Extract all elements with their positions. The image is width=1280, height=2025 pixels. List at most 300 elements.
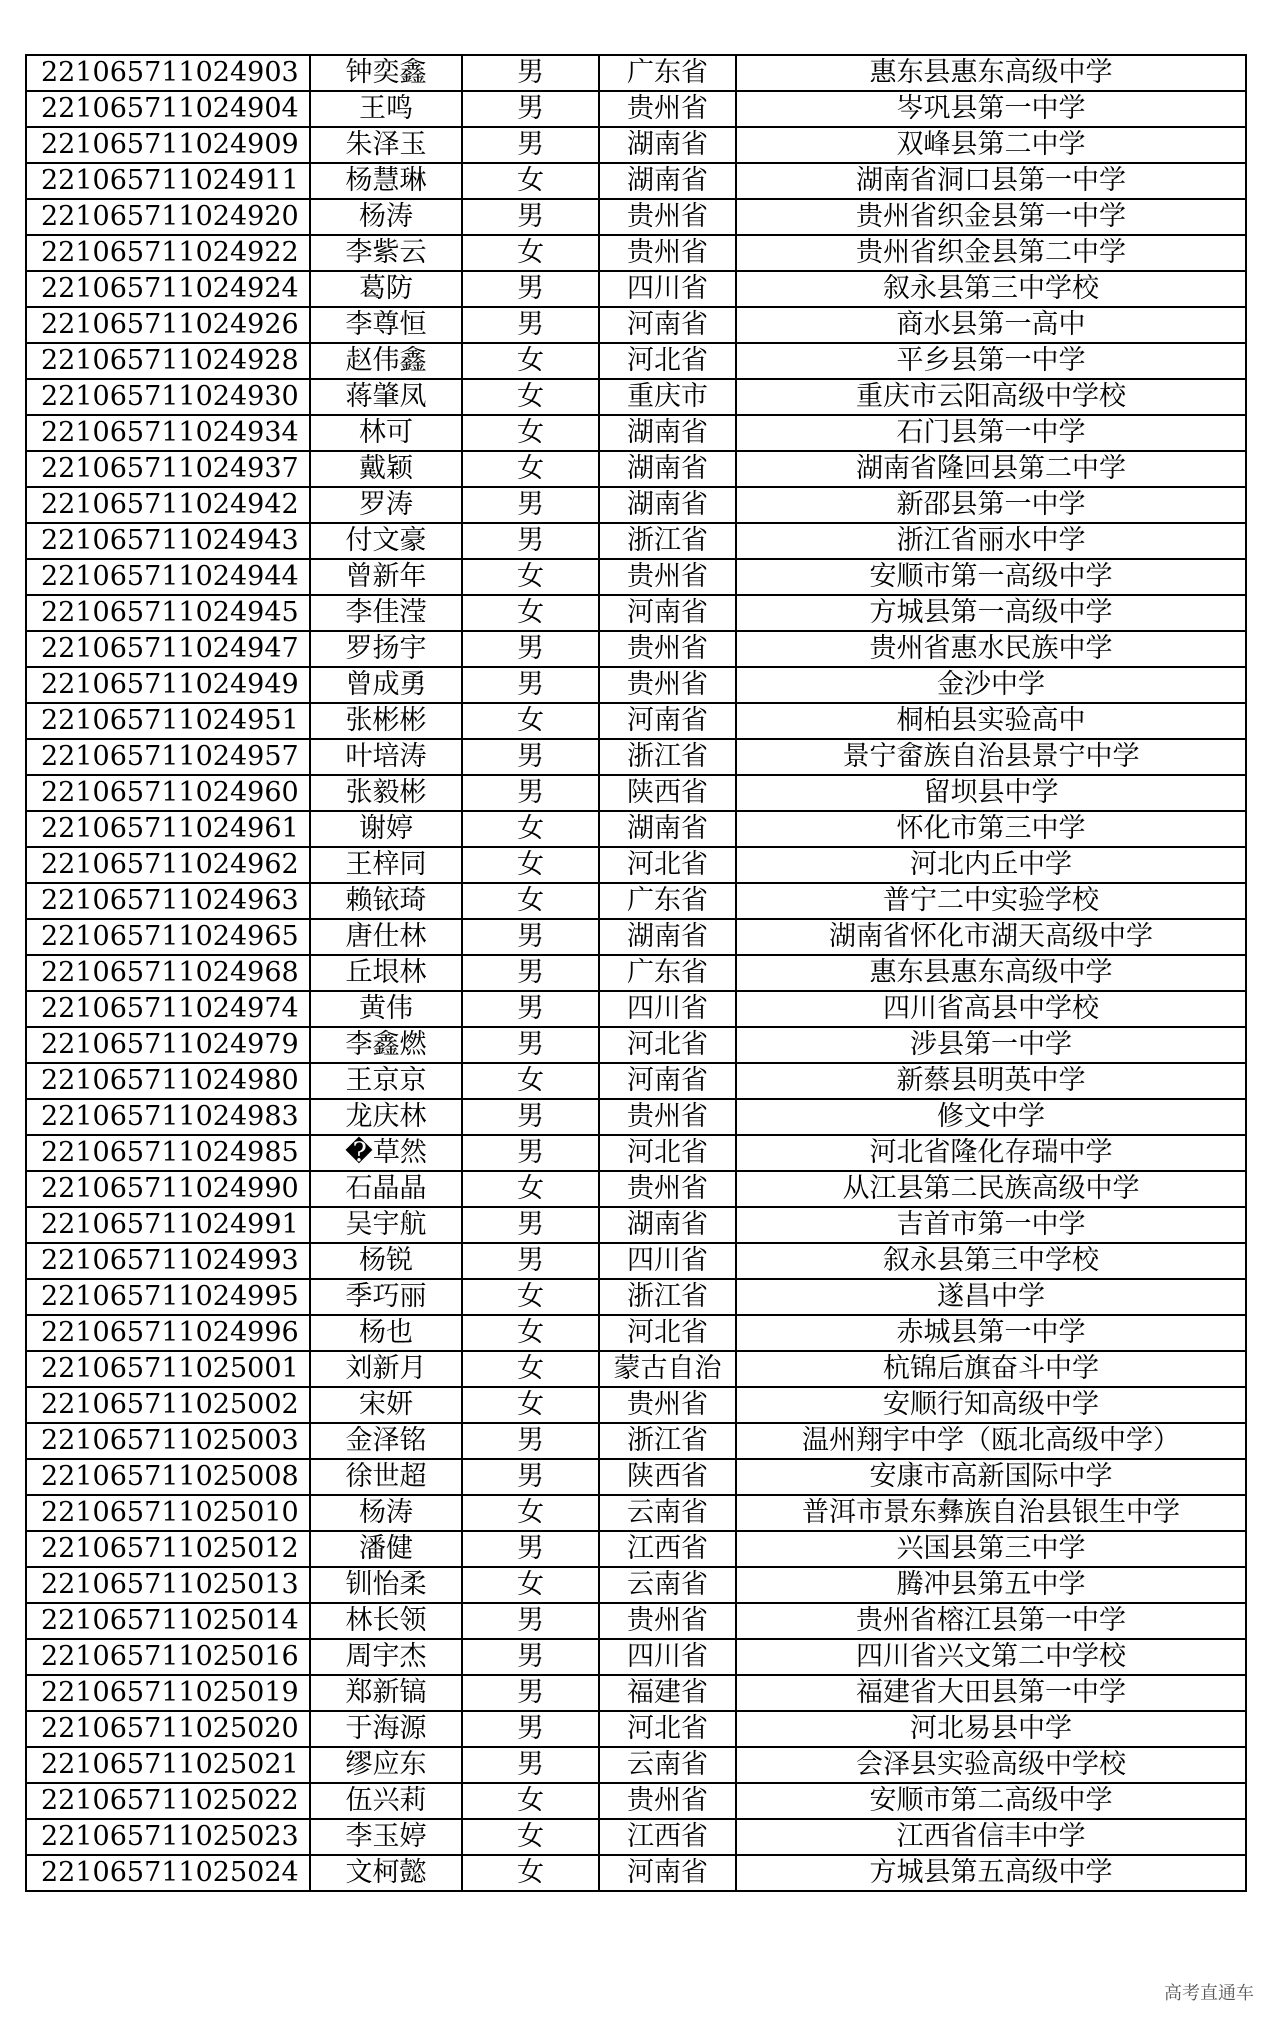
gender-cell: 女 [462, 703, 599, 739]
table-row [26, 271, 1246, 307]
school-cell: 新蔡县明英中学 [736, 1063, 1246, 1099]
school-cell: 惠东县惠东高级中学 [736, 55, 1246, 91]
school-cell: 从江县第二民族高级中学 [736, 1171, 1246, 1207]
school-cell: 河北易县中学 [736, 1711, 1246, 1747]
table-row [26, 1423, 1246, 1459]
province-cell: 河南省 [599, 1855, 736, 1891]
name-cell: 王京京 [310, 1063, 462, 1099]
school-cell: 方城县第五高级中学 [736, 1855, 1246, 1891]
province-cell: 广东省 [599, 55, 736, 91]
province-cell: 湖南省 [599, 1207, 736, 1243]
gender-cell: 男 [462, 955, 599, 991]
school-cell: 平乡县第一中学 [736, 343, 1246, 379]
candidate-id-cell: 221065711025010 [26, 1495, 310, 1531]
table-row [26, 451, 1246, 487]
name-cell: 钏怡柔 [310, 1567, 462, 1603]
province-cell: 湖南省 [599, 415, 736, 451]
table-row [26, 883, 1246, 919]
name-cell: 李佳滢 [310, 595, 462, 631]
candidate-id-cell: 221065711024960 [26, 775, 310, 811]
school-cell: 四川省兴文第二中学校 [736, 1639, 1246, 1675]
name-cell: 徐世超 [310, 1459, 462, 1495]
name-cell: 缪应东 [310, 1747, 462, 1783]
candidate-id-cell: 221065711024930 [26, 379, 310, 415]
name-cell: 王鸣 [310, 91, 462, 127]
school-cell: 贵州省榕江县第一中学 [736, 1603, 1246, 1639]
province-cell: 湖南省 [599, 811, 736, 847]
table-row [26, 379, 1246, 415]
province-cell: 广东省 [599, 883, 736, 919]
gender-cell: 女 [462, 235, 599, 271]
school-cell: 商水县第一高中 [736, 307, 1246, 343]
candidate-id-cell: 221065711024974 [26, 991, 310, 1027]
table-row [26, 1747, 1246, 1783]
province-cell: 贵州省 [599, 235, 736, 271]
table-row [26, 91, 1246, 127]
table-row [26, 1603, 1246, 1639]
candidate-id-cell: 221065711024957 [26, 739, 310, 775]
candidate-id-cell: 221065711024909 [26, 127, 310, 163]
gender-cell: 男 [462, 307, 599, 343]
table-row [26, 163, 1246, 199]
watermark-text: 高考直通车 [1164, 1983, 1254, 2004]
candidate-id-cell: 221065711025002 [26, 1387, 310, 1423]
name-cell: 王梓同 [310, 847, 462, 883]
table-row [26, 1639, 1246, 1675]
candidate-id-cell: 221065711025003 [26, 1423, 310, 1459]
province-cell: 湖南省 [599, 487, 736, 523]
province-cell: 四川省 [599, 991, 736, 1027]
gender-cell: 女 [462, 1567, 599, 1603]
province-cell: 陕西省 [599, 1459, 736, 1495]
name-cell: 杨慧琳 [310, 163, 462, 199]
province-cell: 浙江省 [599, 1423, 736, 1459]
gender-cell: 女 [462, 379, 599, 415]
name-cell: 李紫云 [310, 235, 462, 271]
province-cell: 河北省 [599, 847, 736, 883]
province-cell: 贵州省 [599, 1387, 736, 1423]
province-cell: 河南省 [599, 1063, 736, 1099]
gender-cell: 男 [462, 487, 599, 523]
gender-cell: 女 [462, 1495, 599, 1531]
table-row [26, 595, 1246, 631]
school-cell: 双峰县第二中学 [736, 127, 1246, 163]
table-row [26, 1243, 1246, 1279]
name-cell: 唐仕林 [310, 919, 462, 955]
candidate-id-cell: 221065711024962 [26, 847, 310, 883]
table-row [26, 1675, 1246, 1711]
table-row [26, 343, 1246, 379]
province-cell: 河北省 [599, 343, 736, 379]
gender-cell: 女 [462, 415, 599, 451]
name-cell: 周宇杰 [310, 1639, 462, 1675]
gender-cell: 女 [462, 1819, 599, 1855]
name-cell: 李玉婷 [310, 1819, 462, 1855]
gender-cell: 女 [462, 595, 599, 631]
school-cell: 重庆市云阳高级中学校 [736, 379, 1246, 415]
name-cell: 杨涛 [310, 199, 462, 235]
table-row [26, 1063, 1246, 1099]
gender-cell: 男 [462, 775, 599, 811]
school-cell: 留坝县中学 [736, 775, 1246, 811]
admission-list-table [25, 54, 1247, 1892]
school-cell: 湖南省洞口县第一中学 [736, 163, 1246, 199]
candidate-id-cell: 221065711024924 [26, 271, 310, 307]
province-cell: 贵州省 [599, 1603, 736, 1639]
province-cell: 贵州省 [599, 1783, 736, 1819]
province-cell: 河北省 [599, 1711, 736, 1747]
candidate-id-cell: 221065711025020 [26, 1711, 310, 1747]
school-cell: 安顺市第二高级中学 [736, 1783, 1246, 1819]
table-row [26, 559, 1246, 595]
table-row [26, 631, 1246, 667]
table-row [26, 1855, 1246, 1891]
name-cell: 赵伟鑫 [310, 343, 462, 379]
gender-cell: 男 [462, 199, 599, 235]
gender-cell: 男 [462, 1747, 599, 1783]
name-cell: 叶培涛 [310, 739, 462, 775]
province-cell: 河北省 [599, 1315, 736, 1351]
name-cell: 钟奕鑫 [310, 55, 462, 91]
province-cell: 河南省 [599, 595, 736, 631]
province-cell: 四川省 [599, 1639, 736, 1675]
school-cell: 石门县第一中学 [736, 415, 1246, 451]
school-cell: 遂昌中学 [736, 1279, 1246, 1315]
candidate-id-cell: 221065711025021 [26, 1747, 310, 1783]
name-cell: 林长领 [310, 1603, 462, 1639]
gender-cell: 女 [462, 883, 599, 919]
province-cell: 福建省 [599, 1675, 736, 1711]
name-cell: 李尊恒 [310, 307, 462, 343]
gender-cell: 男 [462, 523, 599, 559]
school-cell: 叙永县第三中学校 [736, 1243, 1246, 1279]
school-cell: 新邵县第一中学 [736, 487, 1246, 523]
gender-cell: 男 [462, 1243, 599, 1279]
province-cell: 江西省 [599, 1819, 736, 1855]
province-cell: 江西省 [599, 1531, 736, 1567]
name-cell: 郑新镐 [310, 1675, 462, 1711]
table-row [26, 307, 1246, 343]
province-cell: 湖南省 [599, 163, 736, 199]
table-row [26, 847, 1246, 883]
province-cell: 云南省 [599, 1495, 736, 1531]
gender-cell: 男 [462, 1423, 599, 1459]
candidate-id-cell: 221065711025013 [26, 1567, 310, 1603]
candidate-id-cell: 221065711025022 [26, 1783, 310, 1819]
school-cell: 惠东县惠东高级中学 [736, 955, 1246, 991]
name-cell: 吴宇航 [310, 1207, 462, 1243]
candidate-id-cell: 221065711024985 [26, 1135, 310, 1171]
candidate-id-cell: 221065711025023 [26, 1819, 310, 1855]
school-cell: 景宁畲族自治县景宁中学 [736, 739, 1246, 775]
gender-cell: 女 [462, 1351, 599, 1387]
table-row [26, 487, 1246, 523]
name-cell: 张彬彬 [310, 703, 462, 739]
name-cell: 丘垠林 [310, 955, 462, 991]
table-row [26, 1459, 1246, 1495]
gender-cell: 女 [462, 847, 599, 883]
school-cell: 金沙中学 [736, 667, 1246, 703]
table-row [26, 55, 1246, 91]
gender-cell: 男 [462, 127, 599, 163]
gender-cell: 男 [462, 91, 599, 127]
province-cell: 河北省 [599, 1135, 736, 1171]
gender-cell: 女 [462, 1315, 599, 1351]
gender-cell: 男 [462, 1531, 599, 1567]
table-row [26, 415, 1246, 451]
name-cell: 曾新年 [310, 559, 462, 595]
province-cell: 云南省 [599, 1747, 736, 1783]
gender-cell: 女 [462, 343, 599, 379]
candidate-id-cell: 221065711024928 [26, 343, 310, 379]
table-row [26, 1315, 1246, 1351]
candidate-id-cell: 221065711024943 [26, 523, 310, 559]
gender-cell: 男 [462, 1603, 599, 1639]
school-cell: 贵州省惠水民族中学 [736, 631, 1246, 667]
province-cell: 河北省 [599, 1027, 736, 1063]
name-cell: 金泽铭 [310, 1423, 462, 1459]
candidate-id-cell: 221065711024983 [26, 1099, 310, 1135]
school-cell: 吉首市第一中学 [736, 1207, 1246, 1243]
candidate-id-cell: 221065711024979 [26, 1027, 310, 1063]
school-cell: 四川省高县中学校 [736, 991, 1246, 1027]
table-row [26, 1567, 1246, 1603]
province-cell: 四川省 [599, 271, 736, 307]
province-cell: 蒙古自治 [599, 1351, 736, 1387]
table-row [26, 1279, 1246, 1315]
gender-cell: 女 [462, 559, 599, 595]
candidate-id-cell: 221065711024926 [26, 307, 310, 343]
name-cell: 朱泽玉 [310, 127, 462, 163]
province-cell: 贵州省 [599, 1171, 736, 1207]
province-cell: 贵州省 [599, 559, 736, 595]
candidate-id-cell: 221065711024968 [26, 955, 310, 991]
school-cell: 方城县第一高级中学 [736, 595, 1246, 631]
province-cell: 云南省 [599, 1567, 736, 1603]
gender-cell: 女 [462, 1063, 599, 1099]
province-cell: 湖南省 [599, 127, 736, 163]
school-cell: 桐柏县实验高中 [736, 703, 1246, 739]
table-row [26, 775, 1246, 811]
table-row [26, 991, 1246, 1027]
table-row [26, 1531, 1246, 1567]
name-cell: 李鑫燃 [310, 1027, 462, 1063]
school-cell: 贵州省织金县第二中学 [736, 235, 1246, 271]
name-cell: 潘健 [310, 1531, 462, 1567]
candidate-id-cell: 221065711024951 [26, 703, 310, 739]
table-row [26, 1351, 1246, 1387]
gender-cell: 男 [462, 55, 599, 91]
table-row [26, 1387, 1246, 1423]
school-cell: 叙永县第三中学校 [736, 271, 1246, 307]
name-cell: 宋妍 [310, 1387, 462, 1423]
candidate-id-cell: 221065711024980 [26, 1063, 310, 1099]
province-cell: 浙江省 [599, 1279, 736, 1315]
table-row [26, 919, 1246, 955]
table-row [26, 199, 1246, 235]
name-cell: 季巧丽 [310, 1279, 462, 1315]
school-cell: 福建省大田县第一中学 [736, 1675, 1246, 1711]
school-cell: 安顺行知高级中学 [736, 1387, 1246, 1423]
province-cell: 贵州省 [599, 91, 736, 127]
table-row [26, 1207, 1246, 1243]
province-cell: 贵州省 [599, 667, 736, 703]
school-cell: 杭锦后旗奋斗中学 [736, 1351, 1246, 1387]
gender-cell: 男 [462, 271, 599, 307]
candidate-id-cell: 221065711024945 [26, 595, 310, 631]
gender-cell: 女 [462, 163, 599, 199]
table-body [26, 55, 1246, 1891]
gender-cell: 男 [462, 1711, 599, 1747]
table-row [26, 235, 1246, 271]
table-row [26, 127, 1246, 163]
name-cell: 黄伟 [310, 991, 462, 1027]
gender-cell: 男 [462, 667, 599, 703]
name-cell: 赖铱琦 [310, 883, 462, 919]
province-cell: 陕西省 [599, 775, 736, 811]
table-row [26, 1099, 1246, 1135]
gender-cell: 男 [462, 1099, 599, 1135]
candidate-id-cell: 221065711024934 [26, 415, 310, 451]
name-cell: 林可 [310, 415, 462, 451]
name-cell: 付文豪 [310, 523, 462, 559]
candidate-id-cell: 221065711024944 [26, 559, 310, 595]
candidate-id-cell: 221065711025024 [26, 1855, 310, 1891]
school-cell: 普宁二中实验学校 [736, 883, 1246, 919]
candidate-id-cell: 221065711024990 [26, 1171, 310, 1207]
gender-cell: 男 [462, 919, 599, 955]
candidate-id-cell: 221065711024996 [26, 1315, 310, 1351]
candidate-id-cell: 221065711025019 [26, 1675, 310, 1711]
candidate-id-cell: 221065711024961 [26, 811, 310, 847]
table-row [26, 523, 1246, 559]
gender-cell: 男 [462, 1027, 599, 1063]
gender-cell: 女 [462, 811, 599, 847]
school-cell: 江西省信丰中学 [736, 1819, 1246, 1855]
name-cell: 刘新月 [310, 1351, 462, 1387]
school-cell: 湖南省隆回县第二中学 [736, 451, 1246, 487]
province-cell: 湖南省 [599, 919, 736, 955]
candidate-id-cell: 221065711024920 [26, 199, 310, 235]
school-cell: 修文中学 [736, 1099, 1246, 1135]
name-cell: 于海源 [310, 1711, 462, 1747]
gender-cell: 男 [462, 631, 599, 667]
candidate-id-cell: 221065711024904 [26, 91, 310, 127]
table-row [26, 1711, 1246, 1747]
candidate-id-cell: 221065711024911 [26, 163, 310, 199]
school-cell: 会泽县实验高级中学校 [736, 1747, 1246, 1783]
school-cell: 安康市高新国际中学 [736, 1459, 1246, 1495]
name-cell: 文柯懿 [310, 1855, 462, 1891]
province-cell: 河南省 [599, 307, 736, 343]
name-cell: �草然 [310, 1135, 462, 1171]
table-row [26, 739, 1246, 775]
school-cell: 安顺市第一高级中学 [736, 559, 1246, 595]
table-row [26, 1027, 1246, 1063]
province-cell: 贵州省 [599, 199, 736, 235]
school-cell: 浙江省丽水中学 [736, 523, 1246, 559]
school-cell: 贵州省织金县第一中学 [736, 199, 1246, 235]
gender-cell: 女 [462, 1783, 599, 1819]
candidate-id-cell: 221065711024991 [26, 1207, 310, 1243]
candidate-id-cell: 221065711025008 [26, 1459, 310, 1495]
school-cell: 河北省隆化存瑞中学 [736, 1135, 1246, 1171]
province-cell: 贵州省 [599, 1099, 736, 1135]
name-cell: 葛防 [310, 271, 462, 307]
province-cell: 广东省 [599, 955, 736, 991]
name-cell: 戴颖 [310, 451, 462, 487]
candidate-id-cell: 221065711024949 [26, 667, 310, 703]
school-cell: 普洱市景东彝族自治县银生中学 [736, 1495, 1246, 1531]
school-cell: 涉县第一中学 [736, 1027, 1246, 1063]
school-cell: 赤城县第一中学 [736, 1315, 1246, 1351]
name-cell: 张毅彬 [310, 775, 462, 811]
name-cell: 谢婷 [310, 811, 462, 847]
candidate-id-cell: 221065711024942 [26, 487, 310, 523]
province-cell: 湖南省 [599, 451, 736, 487]
name-cell: 伍兴莉 [310, 1783, 462, 1819]
gender-cell: 女 [462, 1387, 599, 1423]
table-row [26, 1783, 1246, 1819]
name-cell: 曾成勇 [310, 667, 462, 703]
school-cell: 温州翔宇中学（瓯北高级中学） [736, 1423, 1246, 1459]
name-cell: 石晶晶 [310, 1171, 462, 1207]
candidate-id-cell: 221065711025012 [26, 1531, 310, 1567]
province-cell: 浙江省 [599, 739, 736, 775]
candidate-id-cell: 221065711024963 [26, 883, 310, 919]
gender-cell: 男 [462, 739, 599, 775]
candidate-id-cell: 221065711024903 [26, 55, 310, 91]
gender-cell: 女 [462, 1171, 599, 1207]
table-row [26, 1171, 1246, 1207]
table-row [26, 703, 1246, 739]
school-cell: 腾冲县第五中学 [736, 1567, 1246, 1603]
candidate-id-cell: 221065711024937 [26, 451, 310, 487]
school-cell: 兴国县第三中学 [736, 1531, 1246, 1567]
gender-cell: 男 [462, 1675, 599, 1711]
candidate-id-cell: 221065711025016 [26, 1639, 310, 1675]
gender-cell: 男 [462, 1459, 599, 1495]
school-cell: 河北内丘中学 [736, 847, 1246, 883]
gender-cell: 女 [462, 451, 599, 487]
name-cell: 龙庆林 [310, 1099, 462, 1135]
name-cell: 罗扬宇 [310, 631, 462, 667]
gender-cell: 男 [462, 1207, 599, 1243]
table-row [26, 1495, 1246, 1531]
name-cell: 蒋肇凤 [310, 379, 462, 415]
table-row [26, 1135, 1246, 1171]
candidate-id-cell: 221065711024922 [26, 235, 310, 271]
table-row [26, 955, 1246, 991]
name-cell: 杨也 [310, 1315, 462, 1351]
school-cell: 岑巩县第一中学 [736, 91, 1246, 127]
province-cell: 四川省 [599, 1243, 736, 1279]
candidate-id-cell: 221065711024965 [26, 919, 310, 955]
candidate-id-cell: 221065711025001 [26, 1351, 310, 1387]
name-cell: 杨涛 [310, 1495, 462, 1531]
candidate-id-cell: 221065711024993 [26, 1243, 310, 1279]
province-cell: 重庆市 [599, 379, 736, 415]
gender-cell: 男 [462, 991, 599, 1027]
province-cell: 浙江省 [599, 523, 736, 559]
table-row [26, 811, 1246, 847]
school-cell: 怀化市第三中学 [736, 811, 1246, 847]
candidate-id-cell: 221065711024995 [26, 1279, 310, 1315]
school-cell: 湖南省怀化市湖天高级中学 [736, 919, 1246, 955]
candidate-id-cell: 221065711024947 [26, 631, 310, 667]
table-row [26, 667, 1246, 703]
gender-cell: 男 [462, 1135, 599, 1171]
